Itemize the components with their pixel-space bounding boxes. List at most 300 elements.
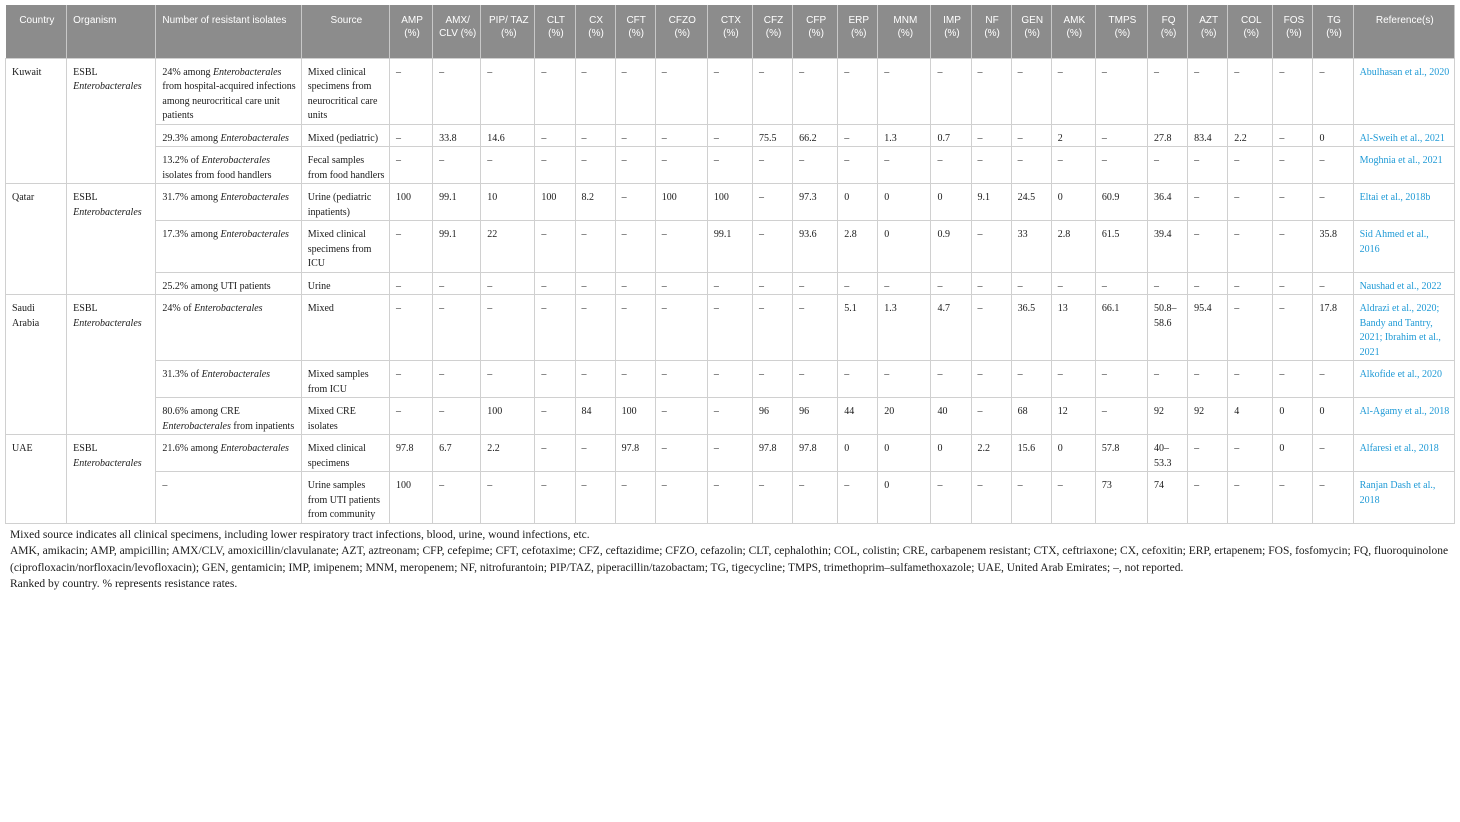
resistance-value-cell: –: [535, 272, 575, 295]
resistance-value-cell: 20: [878, 398, 931, 435]
resistance-value-cell: –: [707, 435, 752, 472]
resistance-value-cell: –: [1228, 295, 1273, 361]
resistance-value-cell: –: [838, 361, 878, 398]
source-cell: Mixed CRE isolates: [301, 398, 389, 435]
resistance-value-cell: 100: [390, 472, 433, 524]
resistance-value-cell: 33.8: [433, 124, 481, 147]
resistance-value-cell: –: [752, 58, 792, 124]
resistance-value-cell: –: [752, 221, 792, 273]
table-row: [6, 272, 1455, 295]
resistance-value-cell: –: [838, 472, 878, 524]
resistance-value-cell: –: [655, 272, 707, 295]
resistance-value-cell: –: [1051, 147, 1095, 184]
table-row: [6, 435, 1455, 472]
resistance-value-cell: –: [1011, 272, 1051, 295]
resistance-value-cell: –: [615, 361, 655, 398]
resistance-value-cell: –: [1148, 58, 1188, 124]
table-row: [6, 184, 1455, 221]
resistance-value-cell: –: [1273, 295, 1313, 361]
resistance-value-cell: –: [433, 147, 481, 184]
resistance-value-cell: 97.8: [615, 435, 655, 472]
resistance-value-cell: –: [793, 295, 838, 361]
resistance-value-cell: –: [752, 147, 792, 184]
resistance-value-cell: 27.8: [1148, 124, 1188, 147]
resistance-value-cell: 0: [878, 435, 931, 472]
resistance-value-cell: –: [655, 221, 707, 273]
reference-link[interactable]: Alkofide et al., 2020: [1353, 361, 1454, 398]
resistance-value-cell: –: [931, 272, 971, 295]
resistance-value-cell: –: [707, 398, 752, 435]
reference-link[interactable]: Aldrazi et al., 2020; Bandy and Tantry, 2021; Ibrahim et al., 2021: [1353, 295, 1454, 361]
column-header: ERP (%): [838, 5, 878, 58]
resistance-value-cell: –: [481, 472, 535, 524]
resistance-value-cell: –: [390, 272, 433, 295]
resistance-value-cell: –: [535, 361, 575, 398]
isolates-cell: 13.2% of Enterobacterales isolates from food handlers: [156, 147, 301, 184]
resistance-value-cell: –: [481, 147, 535, 184]
resistance-value-cell: –: [433, 272, 481, 295]
resistance-value-cell: –: [1188, 147, 1228, 184]
resistance-value-cell: –: [575, 58, 615, 124]
resistance-value-cell: –: [878, 272, 931, 295]
source-cell: Urine samples from UTI patients from community: [301, 472, 389, 524]
resistance-value-cell: –: [1313, 58, 1353, 124]
resistance-value-cell: –: [481, 361, 535, 398]
resistance-value-cell: –: [878, 58, 931, 124]
resistance-value-cell: 6.7: [433, 435, 481, 472]
footnote-ranking: Ranked by country. % represents resistance rates.: [10, 578, 238, 590]
resistance-value-cell: 2.2: [971, 435, 1011, 472]
table-row: [6, 147, 1455, 184]
resistance-value-cell: 66.2: [793, 124, 838, 147]
resistance-value-cell: 1.3: [878, 124, 931, 147]
resistance-value-cell: –: [1095, 58, 1147, 124]
resistance-value-cell: –: [1228, 435, 1273, 472]
resistance-value-cell: –: [1095, 361, 1147, 398]
resistance-value-cell: –: [1313, 435, 1353, 472]
source-cell: Urine (pediatric inpatients): [301, 184, 389, 221]
resistance-value-cell: –: [1313, 472, 1353, 524]
resistance-value-cell: 8.2: [575, 184, 615, 221]
resistance-value-cell: 92: [1188, 398, 1228, 435]
resistance-value-cell: –: [1228, 147, 1273, 184]
resistance-value-cell: –: [707, 361, 752, 398]
reference-link[interactable]: Alfaresi et al., 2018: [1353, 435, 1454, 472]
resistance-value-cell: –: [481, 272, 535, 295]
resistance-value-cell: 0: [878, 221, 931, 273]
resistance-value-cell: –: [1273, 361, 1313, 398]
resistance-value-cell: –: [655, 295, 707, 361]
column-header: AMX/ CLV (%): [433, 5, 481, 58]
resistance-value-cell: 5.1: [838, 295, 878, 361]
table-body: [6, 58, 1455, 523]
reference-link[interactable]: Ranjan Dash et al., 2018: [1353, 472, 1454, 524]
source-cell: Fecal samples from food handlers: [301, 147, 389, 184]
resistance-value-cell: –: [615, 295, 655, 361]
reference-link[interactable]: Sid Ahmed et al., 2016: [1353, 221, 1454, 273]
resistance-value-cell: –: [433, 398, 481, 435]
resistance-value-cell: –: [615, 58, 655, 124]
column-header: Country: [6, 5, 67, 58]
resistance-value-cell: –: [390, 147, 433, 184]
resistance-value-cell: 0: [1313, 124, 1353, 147]
resistance-value-cell: –: [1011, 124, 1051, 147]
resistance-value-cell: –: [1228, 221, 1273, 273]
resistance-value-cell: 0: [1313, 398, 1353, 435]
resistance-value-cell: –: [971, 361, 1011, 398]
resistance-value-cell: –: [971, 124, 1011, 147]
isolates-cell: –: [156, 472, 301, 524]
column-header: NF (%): [971, 5, 1011, 58]
resistance-value-cell: –: [1011, 472, 1051, 524]
source-cell: Urine: [301, 272, 389, 295]
resistance-value-cell: 99.1: [707, 221, 752, 273]
resistance-value-cell: 100: [707, 184, 752, 221]
organism-cell: ESBL Enterobacterales: [67, 58, 156, 184]
resistance-value-cell: –: [575, 361, 615, 398]
resistance-value-cell: –: [1095, 398, 1147, 435]
table-row: [6, 472, 1455, 524]
resistance-value-cell: 17.8: [1313, 295, 1353, 361]
isolates-cell: 17.3% among Enterobacterales: [156, 221, 301, 273]
resistance-value-cell: –: [971, 295, 1011, 361]
column-header: FOS (%): [1273, 5, 1313, 58]
resistance-value-cell: –: [481, 295, 535, 361]
resistance-value-cell: 0: [1051, 184, 1095, 221]
column-header: Number of resistant isolates: [156, 5, 301, 58]
resistance-value-cell: –: [838, 272, 878, 295]
resistance-value-cell: 40: [931, 398, 971, 435]
resistance-value-cell: –: [931, 147, 971, 184]
resistance-value-cell: 99.1: [433, 221, 481, 273]
resistance-value-cell: 4.7: [931, 295, 971, 361]
resistance-value-cell: 0: [838, 184, 878, 221]
reference-link[interactable]: Eltai et al., 2018b: [1353, 184, 1454, 221]
country-cell: Kuwait: [6, 58, 67, 184]
source-cell: Mixed (pediatric): [301, 124, 389, 147]
column-header: TG (%): [1313, 5, 1353, 58]
resistance-value-cell: 0: [838, 435, 878, 472]
resistance-value-cell: –: [535, 221, 575, 273]
table-row: [6, 58, 1455, 124]
resistance-value-cell: –: [433, 295, 481, 361]
resistance-value-cell: 83.4: [1188, 124, 1228, 147]
table-row: [6, 398, 1455, 435]
column-header: IMP (%): [931, 5, 971, 58]
resistance-value-cell: –: [535, 398, 575, 435]
resistance-value-cell: 14.6: [481, 124, 535, 147]
resistance-value-cell: –: [752, 184, 792, 221]
isolates-cell: 25.2% among UTI patients: [156, 272, 301, 295]
resistance-value-cell: 97.8: [752, 435, 792, 472]
isolates-cell: 21.6% among Enterobacterales: [156, 435, 301, 472]
source-cell: Mixed clinical specimens from ICU: [301, 221, 389, 273]
resistance-value-cell: –: [1313, 272, 1353, 295]
resistance-value-cell: 75.5: [752, 124, 792, 147]
footnote-abbreviations: AMK, amikacin; AMP, ampicillin; AMX/CLV, amoxicillin/clavulanate; AZT, aztreonam; CFP, cefepime; CFT, cefotaxime; CFZ, ceftazidime; CFZO, cefazolin; CLT, cephalothin; COL, colistin; CRE, carbapenem resistant; CTX, ceftriaxone; CX, cefoxitin; ERP, ertapenem; FOS, fosfomycin; FQ, fluoroquinolone (ciprofloxacin/norfloxacin/levofloxacin); GEN, gentamicin; IMP, imipenem; MNM, meropenem; NF, nitrofurantoin; PIP/TAZ, piperacillin/tazobactam; TG, tigecycline; TMPS, trimethoprim–sulfamethoxazole; UAE, United Arab Emirates; –, not reported.: [10, 545, 1449, 574]
resistance-value-cell: –: [655, 361, 707, 398]
resistance-value-cell: 0: [878, 184, 931, 221]
resistance-value-cell: 0.9: [931, 221, 971, 273]
resistance-value-cell: –: [1228, 184, 1273, 221]
resistance-value-cell: 36.5: [1011, 295, 1051, 361]
resistance-value-cell: –: [878, 147, 931, 184]
resistance-value-cell: –: [535, 147, 575, 184]
resistance-value-cell: 39.4: [1148, 221, 1188, 273]
resistance-value-cell: –: [971, 272, 1011, 295]
resistance-value-cell: 0: [878, 472, 931, 524]
resistance-value-cell: –: [535, 472, 575, 524]
resistance-value-cell: –: [752, 472, 792, 524]
resistance-value-cell: –: [1228, 272, 1273, 295]
resistance-value-cell: –: [971, 221, 1011, 273]
resistance-value-cell: –: [1148, 272, 1188, 295]
column-header: Reference(s): [1353, 5, 1454, 58]
resistance-value-cell: –: [433, 472, 481, 524]
resistance-value-cell: –: [1011, 58, 1051, 124]
resistance-value-cell: –: [931, 361, 971, 398]
resistance-value-cell: –: [1051, 472, 1095, 524]
resistance-value-cell: 22: [481, 221, 535, 273]
resistance-value-cell: 2.8: [1051, 221, 1095, 273]
resistance-value-cell: 2: [1051, 124, 1095, 147]
resistance-value-cell: 73: [1095, 472, 1147, 524]
resistance-value-cell: 0.7: [931, 124, 971, 147]
resistance-value-cell: –: [971, 58, 1011, 124]
column-header: CFZ (%): [752, 5, 792, 58]
resistance-value-cell: –: [615, 147, 655, 184]
resistance-value-cell: –: [1228, 58, 1273, 124]
resistance-value-cell: –: [1273, 472, 1313, 524]
column-header: GEN (%): [1011, 5, 1051, 58]
resistance-value-cell: 60.9: [1095, 184, 1147, 221]
resistance-value-cell: –: [1188, 221, 1228, 273]
resistance-value-cell: –: [752, 272, 792, 295]
resistance-value-cell: 24.5: [1011, 184, 1051, 221]
resistance-value-cell: 50.8–58.6: [1148, 295, 1188, 361]
resistance-value-cell: –: [615, 124, 655, 147]
resistance-value-cell: –: [1148, 147, 1188, 184]
resistance-value-cell: –: [655, 435, 707, 472]
source-cell: Mixed clinical specimens: [301, 435, 389, 472]
resistance-value-cell: 100: [655, 184, 707, 221]
resistance-value-cell: –: [1095, 272, 1147, 295]
resistance-value-cell: –: [1228, 361, 1273, 398]
resistance-value-cell: 96: [793, 398, 838, 435]
resistance-value-cell: –: [1188, 361, 1228, 398]
column-header: CX (%): [575, 5, 615, 58]
resistance-value-cell: 2.8: [838, 221, 878, 273]
resistance-value-cell: –: [878, 361, 931, 398]
resistance-value-cell: –: [481, 58, 535, 124]
resistance-value-cell: –: [1188, 184, 1228, 221]
resistance-value-cell: –: [390, 124, 433, 147]
resistance-value-cell: 95.4: [1188, 295, 1228, 361]
resistance-value-cell: 33: [1011, 221, 1051, 273]
column-header: CFZO (%): [655, 5, 707, 58]
organism-cell: ESBL Enterobacterales: [67, 295, 156, 435]
column-header: AZT (%): [1188, 5, 1228, 58]
column-header: AMK (%): [1051, 5, 1095, 58]
resistance-value-cell: –: [535, 58, 575, 124]
resistance-value-cell: 2.2: [481, 435, 535, 472]
resistance-value-cell: –: [1095, 124, 1147, 147]
resistance-value-cell: –: [535, 124, 575, 147]
organism-cell: ESBL Enterobacterales: [67, 435, 156, 524]
column-header: FQ (%): [1148, 5, 1188, 58]
resistance-value-cell: –: [707, 272, 752, 295]
resistance-value-cell: 0: [1273, 398, 1313, 435]
resistance-value-cell: –: [575, 435, 615, 472]
column-header: Organism: [67, 5, 156, 58]
resistance-value-cell: 100: [481, 398, 535, 435]
resistance-value-cell: –: [1228, 472, 1273, 524]
resistance-value-cell: –: [615, 472, 655, 524]
resistance-value-cell: –: [752, 361, 792, 398]
resistance-value-cell: –: [793, 272, 838, 295]
resistance-value-cell: –: [390, 58, 433, 124]
resistance-value-cell: –: [655, 147, 707, 184]
resistance-value-cell: –: [655, 58, 707, 124]
country-cell: Qatar: [6, 184, 67, 295]
resistance-value-cell: –: [390, 398, 433, 435]
resistance-value-cell: –: [1273, 124, 1313, 147]
reference-link[interactable]: Moghnia et al., 2021: [1353, 147, 1454, 184]
source-cell: Mixed: [301, 295, 389, 361]
resistance-value-cell: –: [707, 295, 752, 361]
resistance-value-cell: –: [1051, 58, 1095, 124]
resistance-value-cell: –: [390, 295, 433, 361]
column-header: COL (%): [1228, 5, 1273, 58]
column-header: CTX (%): [707, 5, 752, 58]
resistance-value-cell: –: [575, 295, 615, 361]
resistance-value-cell: –: [971, 147, 1011, 184]
column-header: CFT (%): [615, 5, 655, 58]
resistance-value-cell: –: [707, 124, 752, 147]
resistance-value-cell: –: [1011, 361, 1051, 398]
organism-cell: ESBL Enterobacterales: [67, 184, 156, 295]
resistance-value-cell: –: [1188, 435, 1228, 472]
source-cell: Mixed samples from ICU: [301, 361, 389, 398]
isolates-cell: 29.3% among Enterobacterales: [156, 124, 301, 147]
resistance-value-cell: 35.8: [1313, 221, 1353, 273]
resistance-value-cell: –: [535, 295, 575, 361]
resistance-value-cell: 84: [575, 398, 615, 435]
table-row: [6, 361, 1455, 398]
resistance-value-cell: –: [931, 58, 971, 124]
resistance-value-cell: 0: [931, 184, 971, 221]
resistance-value-cell: –: [575, 147, 615, 184]
resistance-value-cell: 100: [390, 184, 433, 221]
reference-link[interactable]: Naushad et al., 2022: [1353, 272, 1454, 295]
resistance-value-cell: –: [655, 398, 707, 435]
resistance-value-cell: 12: [1051, 398, 1095, 435]
reference-link[interactable]: Abulhasan et al., 2020: [1353, 58, 1454, 124]
resistance-value-cell: –: [1273, 58, 1313, 124]
resistance-value-cell: 9.1: [971, 184, 1011, 221]
resistance-value-cell: –: [707, 147, 752, 184]
isolates-cell: 24% of Enterobacterales: [156, 295, 301, 361]
resistance-value-cell: 15.6: [1011, 435, 1051, 472]
resistance-value-cell: –: [535, 435, 575, 472]
resistance-value-cell: –: [615, 184, 655, 221]
resistance-value-cell: –: [1313, 147, 1353, 184]
resistance-value-cell: –: [1188, 272, 1228, 295]
resistance-value-cell: 10: [481, 184, 535, 221]
resistance-value-cell: –: [390, 361, 433, 398]
column-header: PIP/ TAZ (%): [481, 5, 535, 58]
resistance-value-cell: –: [1273, 221, 1313, 273]
country-cell: UAE: [6, 435, 67, 524]
resistance-value-cell: –: [575, 272, 615, 295]
resistance-value-cell: –: [838, 147, 878, 184]
resistance-value-cell: 96: [752, 398, 792, 435]
column-header: AMP (%): [390, 5, 433, 58]
resistance-value-cell: –: [433, 361, 481, 398]
resistance-value-cell: –: [793, 58, 838, 124]
resistance-value-cell: –: [1313, 361, 1353, 398]
resistance-value-cell: –: [575, 221, 615, 273]
resistance-value-cell: –: [793, 472, 838, 524]
resistance-value-cell: 61.5: [1095, 221, 1147, 273]
resistance-value-cell: –: [971, 398, 1011, 435]
column-header: Source: [301, 5, 389, 58]
resistance-value-cell: –: [707, 472, 752, 524]
resistance-value-cell: –: [971, 472, 1011, 524]
resistance-value-cell: –: [793, 147, 838, 184]
reference-link[interactable]: Al-Agamy et al., 2018: [1353, 398, 1454, 435]
resistance-value-cell: –: [838, 58, 878, 124]
resistance-value-cell: 74: [1148, 472, 1188, 524]
source-cell: Mixed clinical specimens from neurocritical care units: [301, 58, 389, 124]
resistance-value-cell: –: [390, 221, 433, 273]
resistance-value-cell: 2.2: [1228, 124, 1273, 147]
resistance-value-cell: 57.8: [1095, 435, 1147, 472]
isolates-cell: 31.7% among Enterobacterales: [156, 184, 301, 221]
table-row: [6, 295, 1455, 361]
resistance-value-cell: 44: [838, 398, 878, 435]
footnotes: [5, 524, 1455, 593]
resistance-value-cell: –: [655, 472, 707, 524]
table-row: [6, 124, 1455, 147]
resistance-value-cell: 13: [1051, 295, 1095, 361]
resistance-value-cell: –: [615, 221, 655, 273]
resistance-value-cell: –: [793, 361, 838, 398]
resistance-value-cell: –: [1051, 361, 1095, 398]
resistance-value-cell: 68: [1011, 398, 1051, 435]
resistance-value-cell: 92: [1148, 398, 1188, 435]
resistance-value-cell: –: [655, 124, 707, 147]
resistance-value-cell: 66.1: [1095, 295, 1147, 361]
resistance-value-cell: –: [1188, 472, 1228, 524]
reference-link[interactable]: Al-Sweih et al., 2021: [1353, 124, 1454, 147]
resistance-value-cell: 99.1: [433, 184, 481, 221]
resistance-value-cell: –: [707, 58, 752, 124]
header-row: [6, 5, 1455, 58]
resistance-value-cell: –: [1273, 147, 1313, 184]
resistance-value-cell: –: [1188, 58, 1228, 124]
resistance-value-cell: 97.8: [793, 435, 838, 472]
resistance-value-cell: 40–53.3: [1148, 435, 1188, 472]
resistance-value-cell: 93.6: [793, 221, 838, 273]
resistance-value-cell: 4: [1228, 398, 1273, 435]
resistance-value-cell: –: [838, 124, 878, 147]
country-cell: Saudi Arabia: [6, 295, 67, 435]
isolates-cell: 31.3% of Enterobacterales: [156, 361, 301, 398]
column-header: MNM (%): [878, 5, 931, 58]
resistance-value-cell: –: [931, 472, 971, 524]
resistance-value-cell: 36.4: [1148, 184, 1188, 221]
